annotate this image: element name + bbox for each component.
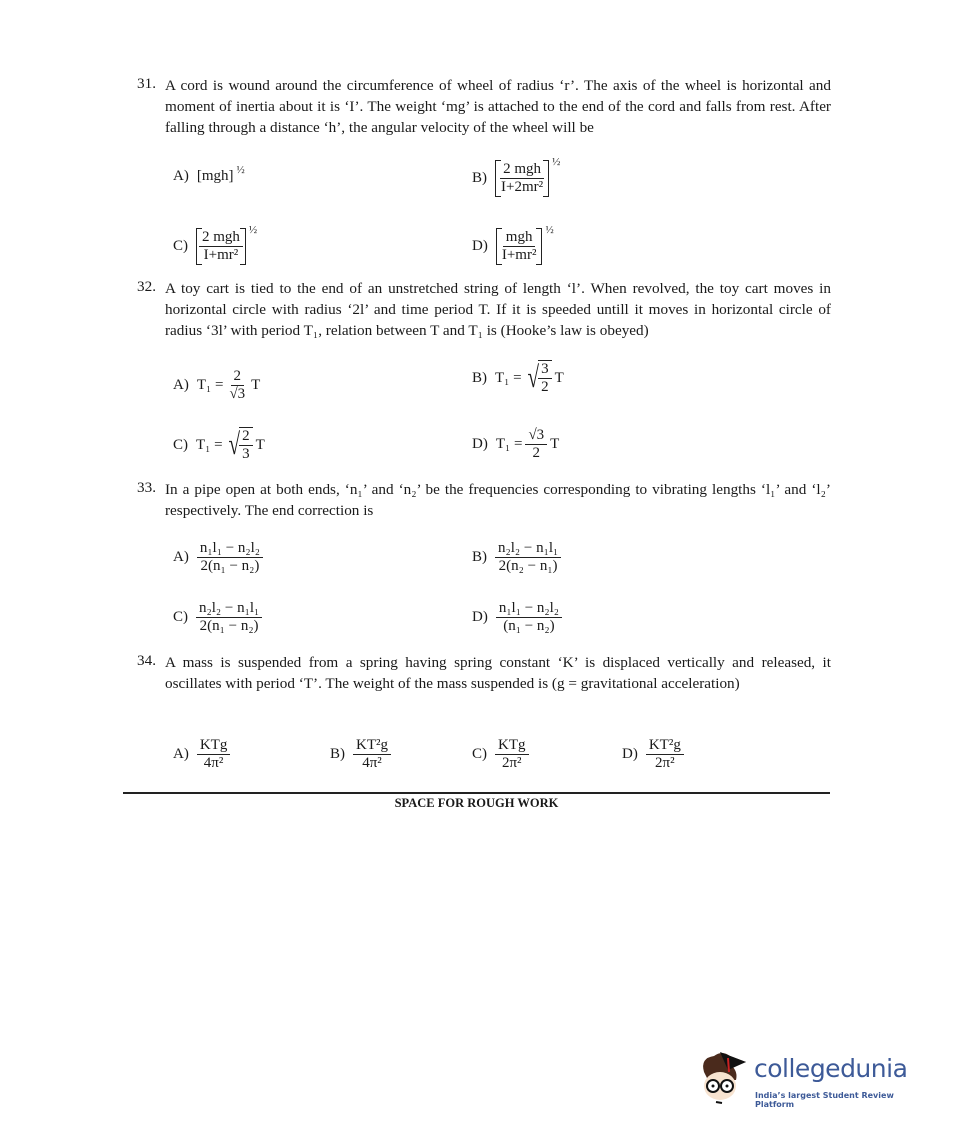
mascot-icon (698, 1050, 748, 1104)
denominator: 2π² (655, 755, 675, 771)
option-label: B) (472, 369, 487, 386)
option-expression (197, 368, 261, 403)
option-d[interactable] (472, 600, 562, 635)
numerator: mgh (503, 229, 536, 247)
option-label: A) (173, 168, 189, 184)
question-31 (137, 75, 831, 138)
numerator: 2 mgh (500, 161, 544, 179)
question-text: A cord is wound around the circumference of wheel of radius ‘r’. The axis of the wheel is horizontal and moment of inertia about it is ‘I’. The weight ‘mg’ is attached to the end of the cord and falls from rest. After falling through a distance ‘h’, the angular velocity of the wheel will be (165, 77, 831, 136)
denominator: I+mr² (501, 247, 537, 263)
question-number: 34. (137, 652, 156, 669)
option-b[interactable] (472, 156, 561, 197)
option-c[interactable] (173, 224, 258, 265)
denominator: 2(n₁ − n₂) (200, 558, 260, 574)
denominator: (n₁ − n₂) (503, 618, 555, 634)
denominator: 2(n₂ − n₁) (498, 558, 558, 574)
option-d[interactable] (472, 427, 559, 462)
fraction (538, 360, 552, 396)
option-a[interactable] (173, 164, 245, 185)
numerator: KTg (495, 737, 529, 755)
fraction (199, 229, 243, 264)
denominator: 4π² (362, 755, 382, 771)
option-label: B) (472, 170, 487, 186)
fraction (226, 368, 248, 403)
denominator: I+2mr² (501, 179, 544, 195)
option-label: C) (472, 746, 487, 762)
option-expression (646, 737, 684, 772)
option-b[interactable] (472, 360, 564, 396)
fraction (239, 427, 253, 463)
divider (123, 792, 830, 794)
option-label: D) (472, 609, 488, 625)
fraction (197, 737, 231, 772)
denominator: 2π² (501, 755, 522, 771)
fraction (525, 427, 547, 462)
option-label: D) (472, 238, 488, 254)
expression-prefix: T₁ = (495, 369, 522, 386)
numerator: n₂l₂ − n₁l₁ (495, 540, 561, 558)
fraction (495, 737, 529, 772)
numerator: 2 mgh (199, 229, 243, 247)
numerator: KTg (197, 737, 231, 755)
fraction (498, 161, 546, 196)
option-c[interactable] (173, 427, 265, 463)
exponent: ½ (545, 224, 554, 236)
option-label: B) (472, 549, 487, 565)
numerator: 3 (538, 361, 552, 379)
option-expression (496, 427, 560, 462)
brackets (196, 228, 246, 265)
option-expression (196, 600, 262, 635)
rough-work-label: SPACE FOR ROUGH WORK (394, 796, 559, 810)
option-expression (196, 427, 265, 463)
denominator: 2(n₁ − n₂) (199, 618, 259, 634)
question-33 (137, 479, 831, 521)
option-expression (196, 224, 258, 265)
option-c[interactable] (173, 600, 262, 635)
option-d[interactable] (622, 737, 684, 772)
option-expression (353, 737, 391, 772)
option-expression (197, 737, 231, 772)
logo-tagline: India’s largest Student Review Platform (755, 1091, 894, 1109)
question-number: 32. (137, 278, 156, 295)
expression-suffix: T (550, 436, 560, 452)
option-expression (495, 156, 561, 197)
question-text: A toy cart is tied to the end of an unstretched string of length ‘l’. When revolved, the toy cart moves in horizontal circle with radius ‘2l’ and time period T. If it is speeded untill it moves in horizontal circle of radius ‘3l’ with period T₁, relation between T and T₁ is (Hooke’s law is obeyed) (165, 280, 831, 339)
option-b[interactable] (330, 737, 391, 772)
numerator: KT²g (646, 737, 684, 755)
option-expression (495, 737, 529, 772)
brackets (496, 228, 543, 265)
denominator: 4π² (203, 755, 224, 771)
fraction (196, 600, 262, 635)
denominator: 2 (541, 379, 549, 395)
fraction (495, 540, 561, 575)
question-number: 33. (137, 479, 156, 496)
numerator: n₂l₂ − n₁l₁ (196, 600, 262, 618)
option-expression (196, 164, 245, 185)
fraction (646, 737, 684, 772)
numerator: n₁l₁ − n₂l₂ (496, 600, 562, 618)
option-label: B) (330, 746, 345, 762)
option-expression (496, 600, 562, 635)
square-root (226, 427, 253, 463)
expression-prefix: T₁ = (495, 436, 523, 452)
expression-suffix: T (251, 377, 261, 393)
option-label: C) (173, 238, 188, 254)
option-expression (495, 540, 561, 575)
numerator: 2 (231, 368, 245, 386)
expression-prefix: T₁ = (196, 436, 223, 453)
option-label: A) (173, 549, 189, 565)
option-expression (197, 540, 263, 575)
numerator: √3 (525, 427, 547, 445)
question-32 (137, 278, 831, 341)
option-d[interactable] (472, 224, 554, 265)
option-a[interactable] (173, 737, 230, 772)
option-label: C) (173, 609, 188, 625)
fraction (496, 600, 562, 635)
collegedunia-logo (694, 1038, 924, 1118)
option-label: D) (622, 746, 638, 762)
denominator: I+mr² (203, 247, 239, 263)
logo-brand: collegedunia (754, 1054, 908, 1083)
expression-suffix: T (255, 436, 265, 453)
question-number: 31. (137, 75, 156, 92)
brackets (495, 160, 549, 197)
question-text: A mass is suspended from a spring having spring constant ‘K’ is displaced vertically and released, it oscillates with period ‘T’. The weight of the mass suspended is (g = gravitational acceleration) (165, 654, 831, 692)
option-expression (495, 360, 564, 396)
option-b[interactable] (472, 540, 561, 575)
numerator: 2 (239, 428, 253, 446)
denominator: √3 (229, 386, 246, 402)
expression-suffix: T (554, 369, 564, 386)
question-text: In a pipe open at both ends, ‘n₁’ and ‘n₂’ be the frequencies corresponding to vibrating lengths ‘l₁’ and ‘l₂’ respectively. The end correction is (165, 481, 831, 519)
numerator: KT²g (353, 737, 391, 755)
expression-prefix: [mgh] (196, 168, 234, 184)
fraction (197, 540, 263, 575)
question-34 (137, 652, 831, 694)
square-root (525, 360, 552, 396)
option-a[interactable] (173, 368, 260, 403)
numerator: n₁l₁ − n₂l₂ (197, 540, 263, 558)
radical-sign: √ (527, 361, 539, 394)
option-label: A) (173, 746, 189, 762)
radical-sign: √ (228, 428, 240, 461)
exponent: ½ (236, 164, 245, 176)
option-expression (496, 224, 554, 265)
denominator: 3 (242, 446, 250, 462)
denominator: 2 (532, 445, 541, 461)
expression-prefix: T₁ = (196, 377, 224, 393)
fraction (353, 737, 391, 772)
option-a[interactable] (173, 540, 263, 575)
option-c[interactable] (472, 737, 529, 772)
option-label: A) (173, 377, 189, 393)
option-label: D) (472, 436, 488, 452)
exponent: ½ (248, 224, 258, 236)
exponent: ½ (552, 156, 561, 168)
fraction (499, 229, 540, 264)
option-label: C) (173, 436, 188, 453)
